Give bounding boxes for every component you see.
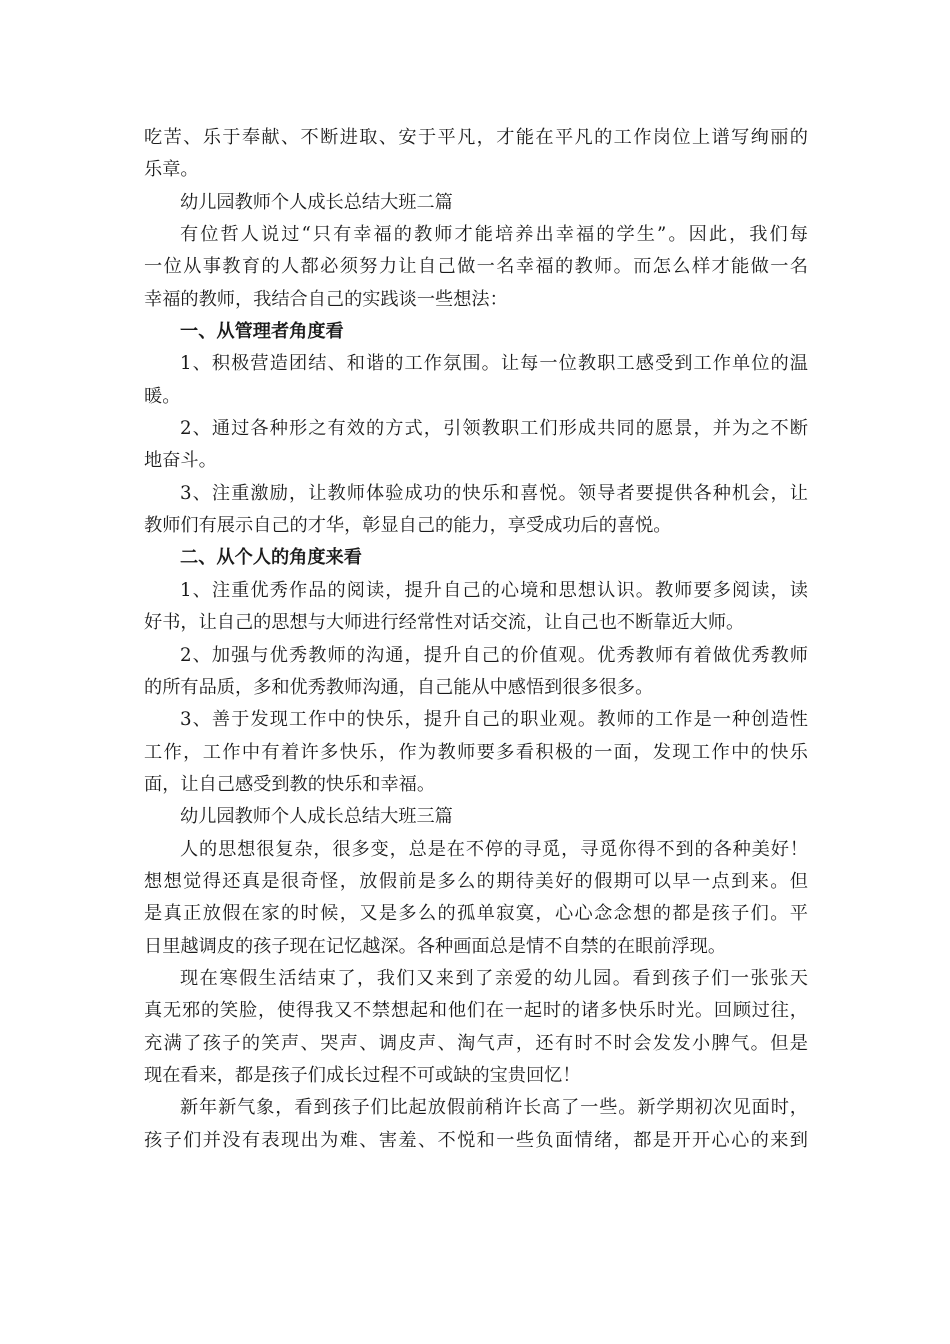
text-line: 现在寒假生活结束了，我们又来到了亲爱的幼儿园。看到孩子们一张张天 [180, 967, 808, 989]
text-line: 一位从事教育的人都必须努力让自己做一名幸福的教师。而怎么样才能做一名 [144, 256, 808, 278]
text-line: 幼儿园教师个人成长总结大班三篇 [180, 806, 453, 828]
text-line: 1、注重优秀作品的阅读，提升自己的心境和思想认识。教师要多阅读，读 [180, 579, 808, 601]
text-line: 想想觉得还真是很奇怪，放假前是多么的期待美好的假期可以早一点到来。但 [144, 870, 808, 892]
section-heading: 一、从管理者角度看 [180, 321, 344, 343]
text-line: 充满了孩子的笑声、哭声、调皮声、淘气声，还有时不时会发发小脾气。但是 [144, 1032, 808, 1054]
section-heading: 二、从个人的角度来看 [180, 547, 362, 569]
text-line: 3、注重激励，让教师体验成功的快乐和喜悦。领导者要提供各种机会，让 [180, 482, 808, 504]
text-line: 真无邪的笑脸，使得我又不禁想起和他们在一起时的诸多快乐时光。回顾过往， [144, 1000, 808, 1022]
text-line: 是真正放假在家的时候，又是多么的孤单寂寞，心心念念想的都是孩子们。平 [144, 903, 808, 925]
text-line: 幸福的教师，我结合自己的实践谈一些想法： [144, 288, 508, 310]
text-line: 教师们有展示自己的才华，彰显自己的能力，享受成功后的喜悦。 [144, 515, 672, 537]
text-line: 面，让自己感受到教的快乐和幸福。 [144, 773, 436, 795]
text-line: 幼儿园教师个人成长总结大班二篇 [180, 191, 453, 213]
text-line: 好书，让自己的思想与大师进行经常性对话交流，让自己也不断靠近大师。 [144, 612, 745, 634]
text-line: 3、善于发现工作中的快乐，提升自己的职业观。教师的工作是一种创造性 [180, 709, 808, 731]
text-line: 人的思想很复杂，很多变，总是在不停的寻觅，寻觅你得不到的各种美好！ [180, 838, 808, 860]
text-line: 乐章。 [144, 159, 199, 181]
text-line: 地奋斗。 [144, 450, 217, 472]
document-body [144, 122, 808, 1157]
text-line: 暖。 [144, 385, 181, 407]
text-line: 2、加强与优秀教师的沟通，提升自己的价值观。优秀教师有着做优秀教师 [180, 644, 808, 666]
text-line: 现在看来，都是孩子们成长过程不可或缺的宝贵回忆！ [144, 1064, 581, 1086]
text-line: 工作，工作中有着许多快乐，作为教师要多看积极的一面，发现工作中的快乐 [144, 741, 808, 763]
text-line: 孩子们并没有表现出为难、害羞、不悦和一些负面情绪，都是开开心心的来到 [144, 1129, 808, 1151]
text-line: 有位哲人说过“只有幸福的教师才能培养出幸福的学生”。因此，我们每 [180, 224, 808, 246]
text-line: 日里越调皮的孩子现在记忆越深。各种画面总是情不自禁的在眼前浮现。 [144, 935, 727, 957]
text-line: 的所有品质，多和优秀教师沟通，自己能从中感悟到很多很多。 [144, 676, 654, 698]
text-line: 2、通过各种形之有效的方式，引领教职工们形成共同的愿景，并为之不断 [180, 418, 808, 440]
text-line: 1、积极营造团结、和谐的工作氛围。让每一位教职工感受到工作单位的温 [180, 353, 808, 375]
text-line: 吃苦、乐于奉献、不断进取、安于平凡，才能在平凡的工作岗位上谱写绚丽的 [144, 127, 808, 148]
text-line: 新年新气象，看到孩子们比起放假前稍许长高了一些。新学期初次见面时， [180, 1097, 808, 1119]
